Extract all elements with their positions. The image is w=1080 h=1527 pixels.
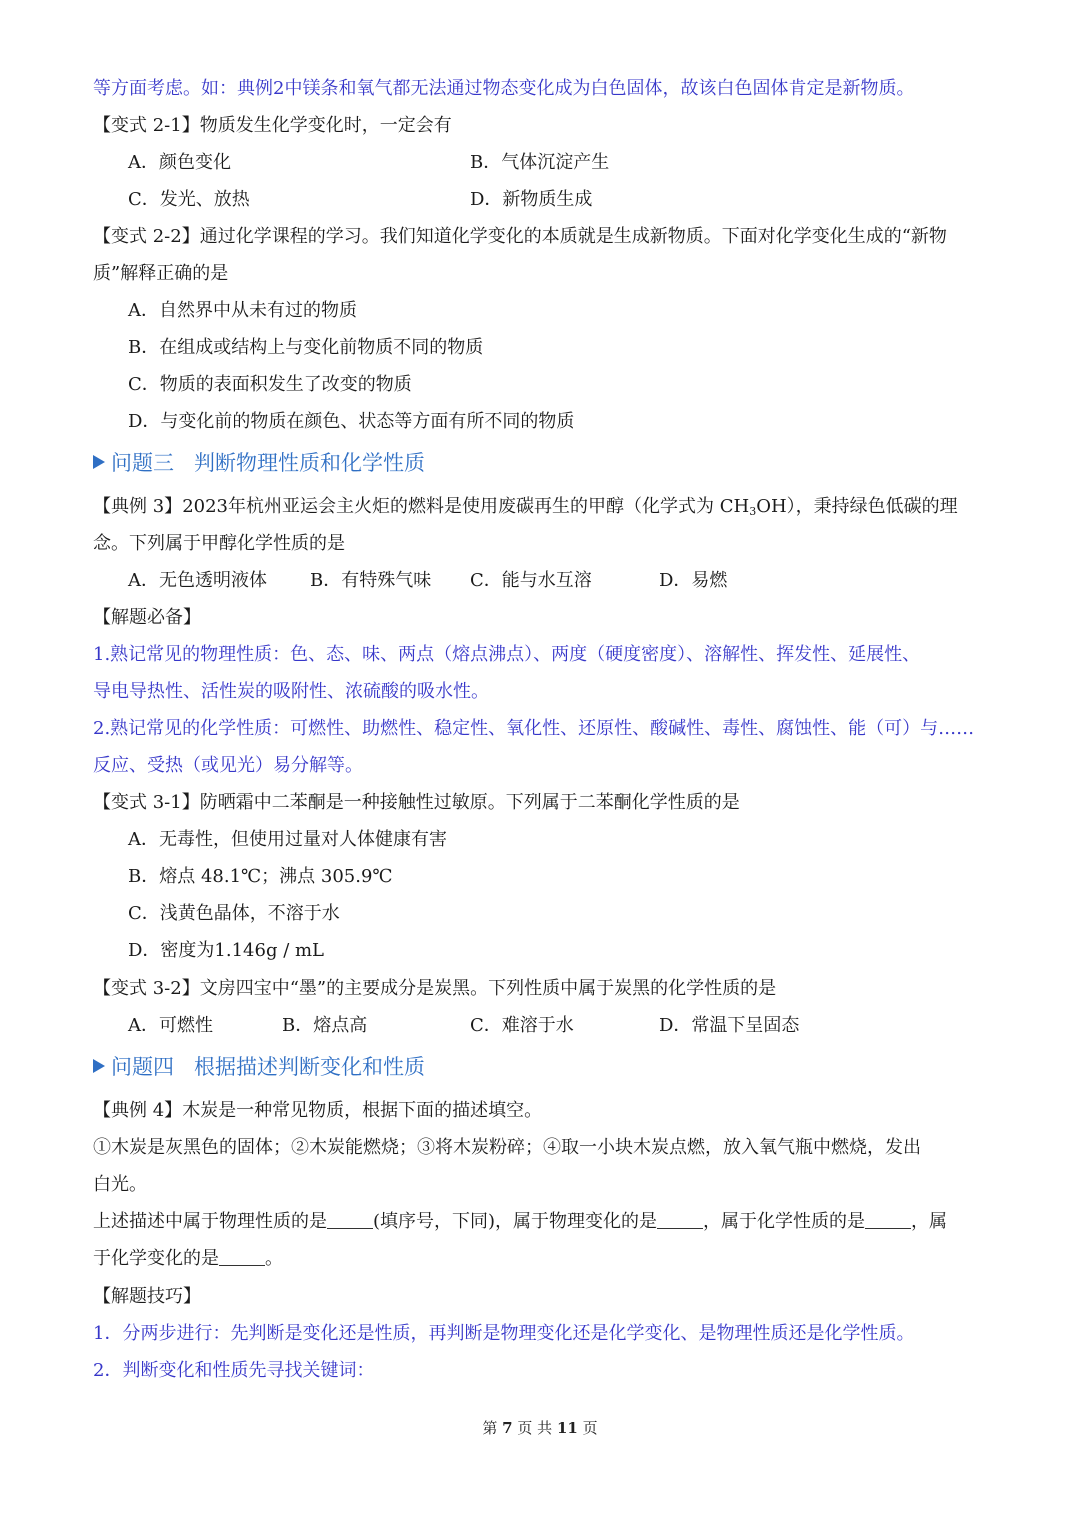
tips-point-2: 2．判断变化和性质先寻找关键词： — [93, 1360, 375, 1381]
page-total: 11 — [556, 1419, 578, 1437]
section-3-title: 判断物理性质和化学性质 — [194, 451, 425, 475]
page-number: 7 — [502, 1419, 513, 1437]
section-4-heading — [93, 1052, 425, 1082]
example-3-line2: 念。下列属于甲醇化学性质的是 — [93, 533, 345, 554]
variant-2-2-option-d: D．与变化前的物质在颜色、状态等方面有所不同的物质 — [128, 411, 575, 432]
example-3-text-a: 2023年杭州亚运会主火炬的燃料是使用废碳再生的甲醇（化学式为 CH — [182, 496, 750, 517]
triangle-bullet-icon — [93, 1059, 105, 1073]
variant-2-2-option-a: A．自然界中从未有过的物质 — [128, 300, 357, 321]
tips-tag: 【解题技巧】 — [93, 1286, 201, 1307]
section-4-title: 根据描述判断变化和性质 — [194, 1055, 425, 1079]
answer-blank-3[interactable] — [865, 1210, 911, 1229]
fill-text-d: ，属 — [911, 1211, 948, 1232]
prep-point-1-line1: 1.熟记常见的物理性质：色、态、味、两点（熔点沸点）、两度（硬度密度）、溶解性、挥发性、延展性、 — [93, 644, 921, 665]
variant-3-2-question: 文房四宝中“墨”的主要成分是炭黑。下列性质中属于炭黑的化学性质的是 — [199, 978, 777, 999]
footer-post: 页 — [582, 1419, 598, 1437]
variant-3-2-option-b: B．熔点高 — [282, 1015, 368, 1036]
example-3-option-c: C．能与水互溶 — [470, 570, 592, 591]
formula-subscript: 3 — [749, 505, 757, 518]
example-3-line1 — [93, 494, 993, 520]
variant-3-1-option-d: D．密度为1.146g / mL — [128, 940, 325, 961]
example-3-tag: 【典例 3】 — [93, 496, 183, 517]
prep-point-2-line1: 2.熟记常见的化学性质：可燃性、助燃性、稳定性、氧化性、还原性、酸碱性、毒性、腐蚀性、能（可）与…… — [93, 718, 975, 739]
triangle-bullet-icon — [93, 455, 105, 469]
example-3-option-b: B．有特殊气味 — [310, 570, 432, 591]
example-4-desc-line1: ①木炭是灰黑色的固体；②木炭能燃烧；③将木炭粉碎；④取一小块木炭点燃，放入氧气瓶中燃烧，发出 — [93, 1137, 921, 1158]
answer-blank-2[interactable] — [657, 1210, 703, 1229]
variant-3-2 — [93, 976, 993, 1002]
fill-text-f: 。 — [265, 1248, 283, 1269]
example-4 — [93, 1098, 993, 1124]
variant-3-1-option-a: A．无毒性，但使用过量对人体健康有害 — [128, 829, 447, 850]
variant-3-2-option-a: A．可燃性 — [128, 1015, 213, 1036]
example-3-option-d: D．易燃 — [659, 570, 728, 591]
example-3-option-a: A．无色透明液体 — [128, 570, 267, 591]
variant-2-2-option-b: B．在组成或结构上与变化前物质不同的物质 — [128, 337, 484, 358]
variant-2-2-line1 — [93, 224, 993, 250]
intro-line: 等方面考虑。如：典例2中镁条和氧气都无法通过物态变化成为白色固体，故该白色固体肯定是新物质。 — [93, 78, 915, 99]
variant-2-2-tag: 【变式 2-2】 — [93, 226, 200, 247]
variant-3-1-option-c: C．浅黄色晶体，不溶于水 — [128, 903, 340, 924]
variant-2-2-question-1: 通过化学课程的学习。我们知道化学变化的本质就是生成新物质。下面对化学变化生成的“新物 — [199, 226, 947, 247]
section-4-label: 问题四 — [111, 1055, 174, 1079]
example-4-fill-line1 — [93, 1209, 993, 1235]
example-4-tag: 【典例 4】 — [93, 1100, 183, 1121]
variant-2-1-option-b: B．气体沉淀产生 — [470, 152, 610, 173]
variant-3-1-question: 防晒霜中二苯酮是一种接触性过敏原。下列属于二苯酮化学性质的是 — [199, 792, 740, 813]
prep-point-2-line2: 反应、受热（或见光）易分解等。 — [93, 755, 363, 776]
example-4-desc-line2: 白光。 — [93, 1174, 147, 1195]
variant-3-2-option-d: D．常温下呈固态 — [659, 1015, 800, 1036]
variant-2-1-option-d: D．新物质生成 — [470, 189, 593, 210]
section-3-label: 问题三 — [111, 451, 174, 475]
footer-mid: 页 共 — [517, 1419, 553, 1437]
variant-2-2-question-2: 质”解释正确的是 — [93, 263, 229, 284]
fill-text-e: 于化学变化的是 — [93, 1248, 219, 1269]
answer-blank-4[interactable] — [219, 1247, 265, 1266]
fill-text-c: ，属于化学性质的是 — [703, 1211, 866, 1232]
example-4-fill-line2 — [93, 1246, 993, 1272]
variant-3-1 — [93, 790, 993, 816]
fill-text-a: 上述描述中属于物理性质的是 — [93, 1211, 327, 1232]
variant-3-1-tag: 【变式 3-1】 — [93, 792, 200, 813]
example-3-text-b: OH），秉持绿色低碳的理 — [756, 496, 958, 517]
answer-blank-1[interactable] — [327, 1210, 373, 1229]
prep-point-1-line2: 导电导热性、活性炭的吸附性、浓硫酸的吸水性。 — [93, 681, 489, 702]
variant-2-1 — [93, 113, 993, 139]
variant-3-2-option-c: C．难溶于水 — [470, 1015, 574, 1036]
page-footer — [0, 1418, 1080, 1438]
example-4-question: 木炭是一种常见物质，根据下面的描述填空。 — [182, 1100, 543, 1121]
section-3-heading — [93, 448, 425, 478]
variant-2-2-option-c: C．物质的表面积发生了改变的物质 — [128, 374, 412, 395]
variant-3-1-option-b: B．熔点 48.1℃；沸点 305.9℃ — [128, 866, 393, 887]
variant-2-1-option-a: A．颜色变化 — [128, 152, 231, 173]
variant-2-1-question: 物质发生化学变化时，一定会有 — [199, 115, 452, 136]
fill-text-b: (填序号，下同)，属于物理变化的是 — [373, 1211, 658, 1232]
variant-2-1-tag: 【变式 2-1】 — [93, 115, 200, 136]
prep-tag: 【解题必备】 — [93, 607, 201, 628]
tips-point-1: 1．分两步进行：先判断是变化还是性质，再判断是物理变化还是化学变化、是物理性质还是化学性质。 — [93, 1323, 915, 1344]
footer-pre: 第 — [482, 1419, 498, 1437]
variant-2-1-option-c: C．发光、放热 — [128, 189, 250, 210]
variant-3-2-tag: 【变式 3-2】 — [93, 978, 200, 999]
